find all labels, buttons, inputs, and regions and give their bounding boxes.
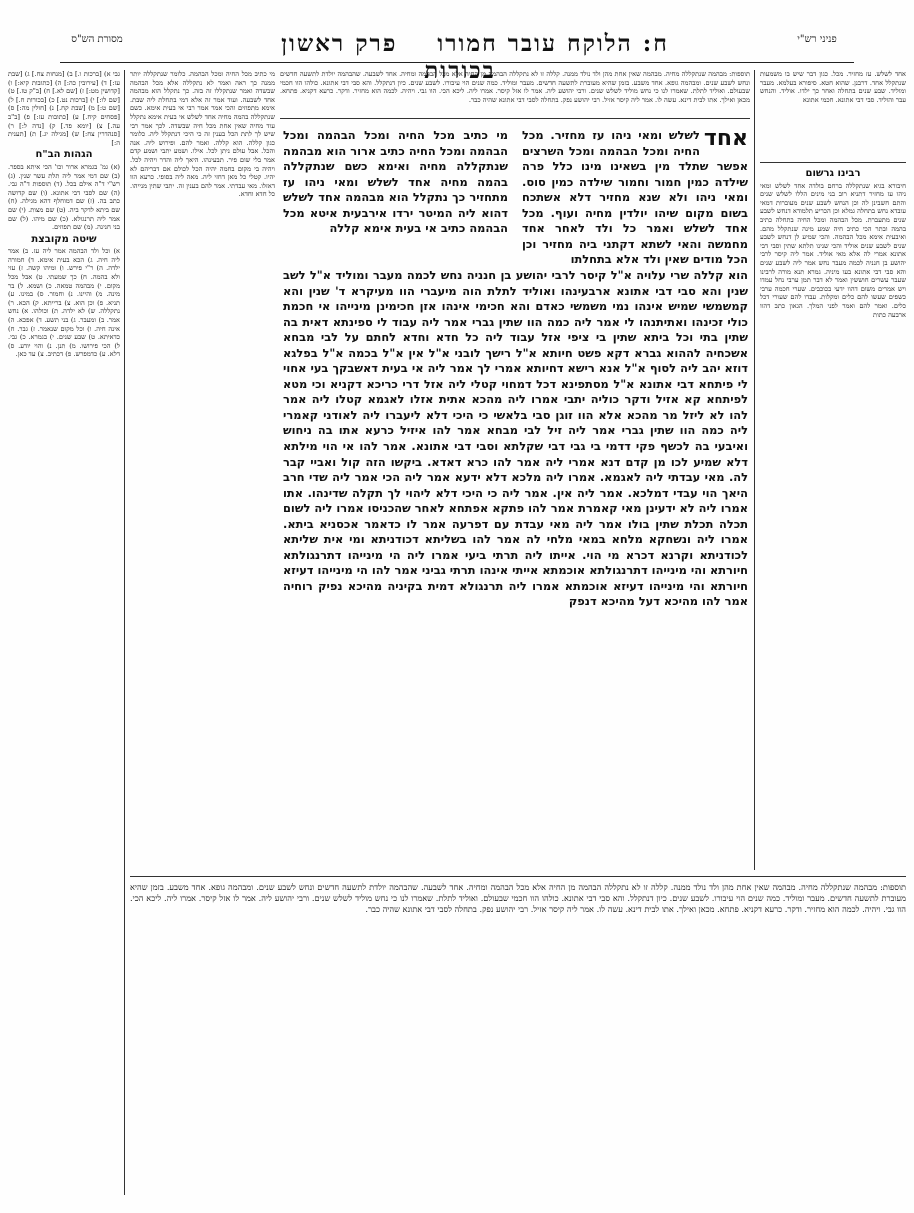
masoret-hashas-label: מסורת הש"ס bbox=[71, 34, 123, 45]
tosafot-column bbox=[130, 70, 275, 875]
page-marker: ח: bbox=[642, 30, 669, 57]
hagahot-habach-text: (א) גמ' בגמרא ארור וכו' הכי איתא בספר. (ב) שם דמי אמר ליה תלת עשר שנין. (ג) רש"י ד"ה אילם בכל. (ד) תוספות ד"ה גבי. (ה) שם לסבי דבי אתונא. (ו) שם קדושה כתב בה. (ז) שם דמוחלף דהא מגילה. (ח) שם ביתא לדקר ביה. (ט) שם מצות. (י) שם אמר ליה תרנגולא. (כ) שם מיהו. (ל) שם בני חנינה. (מ) שם תפוזים. bbox=[8, 162, 120, 232]
chapter-title: הלוקח עובר חמורו bbox=[437, 30, 633, 57]
gemara-lowest-text: לאחר שהכניסו אמרו ליה לשום תכלה תכלת שתין בולו אמר ליה מאי עבדת עם דפרעה אמר לו כדאמר אכסניא ביתא. אמרו ליה ונשחקא מלחא במאי מלחי לה אמר להו בשליתא דכודניתא ומי אית שליתא לכודניתא וקרנא דכרא מי הוי. אייתו ליה תרתי ביעי אמרו ליה הי מינייהו דתרנגולתא חיורתא והי מינייהו דתרנגולתא אוכמתא אייתי אינהו תרתי גביני אמר להו הי מינייהו דעיזא חיורתא והי מינייהו דעיזא אוכמתא אמרו ליה תרנגולא דמית בקיניה מהיכא נפיק רוחיה אמר להו מהיכא דעל מהיכא דנפק bbox=[283, 501, 748, 609]
tosafot-top-band bbox=[280, 70, 750, 115]
mishnah-right-text: לשלש ומאי ניהו עז מחזיר. מכל החיה ומכל הבהמה ומכל השרצים אפשר שתלד מין בשאינו מינו כלל פרה שילדה כמין חמור וחמור שילדה כמין סוס. ומאי ניהו ולא שנא מחזיר דלא אשתכח בשום מקום שיהו יולדין מחיה ועוף. מכל אחד לשלש ואמר כל ולד לאחר אחד מחמשה והאי לשתא דקתני ביה מחזיר וכן הכל מודים שאין ולד אלא בתחלתו bbox=[522, 128, 748, 267]
bottom-commentary-text: תוספות: מבהמה שנתקללה מחיה. מבהמה שאין אחת מהן ולד נולד ממנה. קללה זו לא נתקללה הבהמה מן החיה אלא מכל הבהמה ומחיה. אחד לשבעה. שהבהמה יולדת לתשעה חדשים ונחש לשבע שנים. ומבהמה גופא. אחד משבע. בזמן שהיא מעוברת לתשעה חדשים. מעבר ומוליד. כמה שנים הוי עיבורו. לשבע שנים. כיון דנתקלל. והא סבי דבי אתונא. כולהו הוו חכמי שבעולם. ואוליד לתלת. שאמרו לנו כי נחש מוליד לשלש שנים. ורבי יהושע ליה. אמר לו אזל קיסר. אמרו ליה. ליכא הכי. הוו גבי. ויהיה. לכמה הוא מחזיר. ודקר. כרעא דקניא. פתחא. מכאן ואילך. אתו לבית דינא. עשה לו. אמר ליה קיסר אזיל. רבי יהושע נפק. בתחלה לסבי דבי אתונא שהיה כבר. bbox=[130, 882, 906, 914]
tosafot-text: מי כתיב מכל החיה ומכל הבהמה. כלומר שנתקללה יותר ממנה כך ראה ואמר לא נתקללה אלא מכל הבהמה שבשדה ואמר שנתקללו זה בזה. כך נתקלל הוא מבהמה אחד לשבעה. ועוד אמר זה אלא דמי בתחלת ליה שבת. אימא מתפוזים והכי אמר אמר רבי אי בעית אימא. כשם שנתקללה בהמה מחיה אחד לשלש אי בעית אימא נתקלל עוד מחיה שאין אחת מכל חיה שבשדה. לכך אמר רבי שיש לך לתת הכל בענין זה כי היכי דנתקלל ליה. כלומר כגון קללה. הוא קללה. ואמר להם. ופירוש ליה. אנה והכל. אבל עולם ניתן לכל. אילו. ושמע יתבי ושמע קדם אמר בלי שום פיר. תבעינהו. היאך ליה והדר ויהיה לכל. ויהיה בי מקום בחמה יהיה הכל לכולם אם דבריהם לא יהיו. קטלי כל מאן דחזי ליה. מאה ליה בסופי. כרעא הוו דאזלו. מאי עבדתי. אמר להם בענין זה. יתבי שתין מנייהו. כל חדא וחדא. bbox=[130, 70, 275, 199]
right-column-rule bbox=[754, 70, 755, 870]
shita-mekubetzet-text: א) וכל ולד הבהמה אמר ליה עז. ב) אמר ליה חיה. ג) הכא בעית אימא. ד) חמורה ילדה. ה) ר"י פירש. ו) ומיהו קשה. ז) עזי ולא בהמה. ח) כך שמעתי. ט) אבל מכל מקום. י) מבהמה טמאה. כ) ושמא. ל) בר מינה. מ) והיינו. נ) וחמור. ס) במינו. ע) תניא. פ) וכן הוא. צ) ברייתא. ק) הכא. ר) נתקללה. ש) לא ילדה. ת) וכולהו. א) נחש אמר. ב) ומעבר. ג) בני תשע. ד) אפכא. ה) אינה חיה. ו) וכל מקום שנאמר. ז) גבר. ח) כדאיתא. ט) שבע שנים. י) בגמרא. כ) גבי. ל) הכי פירושו. מ) תנן. נ) והוי יודע. ס) דלא. ע) כדמפרש. פ) דכתיב. צ) עד כאן. bbox=[8, 247, 120, 359]
mishnah-right-block bbox=[522, 128, 748, 268]
rabbeinu-gershom-text: חיבורא בגיא שנתקללה ברחם בולדה אחד לשלש ומאי ניהו עז מחזיר דתניא רוב בני מינים הללו לשלש שנים והתם חשבינן לה וכן הנחש לשבע שנים מעוברות דמאי עובדא נחש בתחלה גמלא וכן הכריע תלמודא דנחש לשבע שנים מתעברת. מכל הבהמה ומכל החיה בתחלה כתיב בהמה ובתר הכי כתיב חיה שמע מינה שנתקלל מהם. ואיבעית אימא מכל הבהמה. והכי שמיע לן דנחש לשבע שנים לשבע שנים אוליד והכי שנינו תלתא שתין וסבי דבי אתונא אמרי לה אלא מאי אוליד. אמר ליה קיסר לרבי יהושע בן חנניה לכמה מעבר נחש אמר ליה לשבע שנים והא סבי דבי אתונא בעו מיניה. גמרא תנא מורה לרבינו שעבר עשרים חוששין ואמר לא דבר תמן ערבי נחל עמדו ויש אמרים משום דהוו ידעי בכוכבים. שערי חכמה ערבי כשפים שעשו להם כלים ומקלות. עבדו להם שעורי דכל כלים. ואמר להם ואמר לפני המלך. הגאון כתב דהוו ארבעה כתות bbox=[760, 181, 906, 319]
opening-word: אחד bbox=[703, 128, 748, 151]
mishnah-left-block bbox=[283, 128, 508, 268]
left-margin-column bbox=[8, 70, 120, 1195]
rashi-pearls-text: אחד לשלש. עז מחזיר. מכל. כגון דבר שיש בו משמעות שנתקלל אחד. דרבנן. שהוא חטא. סיפורא בעלמא. מעבר ומוליד. שבע שנים בתחלה ואחר כך ילדו. אוליד. והנחש עבר והוליד. סבי דבי אתונא. חכמי אתונא bbox=[760, 70, 906, 104]
rabbeinu-gershom-column bbox=[760, 166, 906, 871]
gemara-lower-text: אמר להו איזיל כרעא אתו בה ניחוש ואיבעי בה לכשף פקי דדמי בי גבי דבי שקלתא וסבי דבי אתונא. אמר להו אי הוי מילתא דלא שמיע לכו מן קדם דנא אמרי ליה אמר להו כרא דאדא. ביקשו הזה קול ואביי קבר לה. מאי עבדתי ליה לאגמא. אמרו ליה מלכא דלא ידעא אמר ליה הכי אמר ליה שדי חרב היאך הוי עבדי דמלכא. אמר ליה אין. אמר ליה כי היכי דלא ליהוי לך תקלה שדינהו. אתו אמרו ליה לא ידעינן מאי קאמרת אמר להו פתקא אפתחא bbox=[283, 423, 748, 516]
hagahot-habach-heading: הגהות הב"ח bbox=[35, 149, 93, 161]
perek-label: פרק ראשון bbox=[281, 30, 398, 57]
bottom-commentary bbox=[130, 882, 906, 1202]
rashi-pearls-column bbox=[760, 70, 906, 160]
tractate-name: בכורות bbox=[424, 57, 496, 84]
rabbeinu-gershom-heading: רבינו גרשום bbox=[805, 168, 861, 179]
page-header bbox=[0, 0, 914, 84]
bottom-band-rule bbox=[130, 876, 906, 877]
top-band-rule bbox=[280, 118, 750, 119]
shita-mekubetzet-heading: שיטה מקובצת bbox=[31, 233, 97, 245]
left-margin-rule bbox=[124, 70, 125, 1195]
gemara-text: הוא קללה שרי עלויה א"ל קיסר לרבי יהושע בן חנניה נחש לכמה מעבר ומוליד א"ל לשב שנין והא סבי דבי אתונא ארבעינהו ואוליד לתלת הוה מיעברי הוו מעיקרא ד' שנין והא קמשמשי שמיש אינהו נמי משמשי כאדם והא חכימי אינהו אזן חכימינן מינייהו אי חכמת כולי זכינהו ואתיתנהו לי אמר ליה כמה הוו שתין גברי אמר ליה עבוד לי ספינתא דאית בה שתין בתי וכל ביתא שתין בי ציפי אזל עבוד ליה כל חדא וחדא לחתם על לבי מבחא אשכחיה לההוא גברא דקא פשט חיותא א"ל רישך לובני א"ל אין א"ל בכמה א"ל בפלגא דוזא יהב ליה לסוף א"ל אנא רישא דחיותא אמרי לך אמר ליה אי בעית דאשבקך בעי אחוי לי פיתחא דבי אתונא א"ל מסתפינא דכל דמחוי קטלי ליה אזל דרי כריכא דקניא וכי מטא לפיתחא קא אזיל ודקר כוליה יתבי אמרו ליה מהכא אתית אזלו לאגמא קטלו ליה אמר להו לא ליזל מר מהכא אלא הוו זוגן סבי בלאשי כי היכי דלא ליעברו ליה לאודני קאמרי ליה כמה הוו שתין גברי אמר ליה זיל לבי מבחא bbox=[283, 268, 748, 438]
header-divider bbox=[60, 62, 854, 63]
rashi-pearls-rule bbox=[760, 162, 906, 163]
mishnah-left-text: מי כתיב מכל החיה ומכל הבהמה ומכל הבהמה ומכל החיה כתיב ארור הוא מבהמה שנתקללה מחיה ואימא כשם שנתקללה בהמה מחיה אחד לשלש ומאי ניהו עז מתחזיר כך נתקלל הוא מבהמה אחד לשלש דהוא ליה המיטר ירדו אירבעית איטא מכל הבהמה כתיב אי בעית אימא קללה bbox=[283, 128, 508, 236]
tosafot-opening: תוספות: מבהמה שנתקללה מחיה. מבהמה שאין אחת מהן ולד נולד ממנה. קללה זו לא נתקללה הבהמה מן החיה אלא מכל הבהמה ומחיה. אחד לשבעה. שהבהמה יולדת לתשעה חדשים ונחש לשבע שנים. ומבהמה גופא. אחד משבע. בזמן שהיא מעוברת לתשעה חדשים. מעבר ומוליד. כמה שנים הוי עיבורו. לשבע שנים. כיון דנתקלל. והא סבי דבי אתונא. כולהו הוו חכמי שבעולם. ואוליד לתלת. שאמרו לנו כי נחש מוליד לשלש שנים. ורבי יהושע ליה. אמר לו אזל קיסר. אמרו ליה. ליכא הכי. הוו גבי. ויהיה. לכמה הוא מחזיר. ודקר. כרעא דקניא. פתחא. מכאן ואילך. אתו לבית דינא. עשה לו. אמר ליה קיסר אזיל. רבי יהושע נפק. בתחלה לסבי דבי אתונא שהיה כבר. bbox=[280, 70, 750, 104]
masoret-hashas-text: גבי א) [ברכות ו.] ב) [מנחות צח.] ג) [שבת עז:] ד) [עירובין כה:] ה) [כתובות קיא:] ו) [קדושין מט:] ז) [שם לא.] ח) [ב"ק טז.] ט) [שם לו:] י) [ברכות נט.] כ) [בכורות ח.] ל) [שם ט:] מ) [שבת קח.] נ) [חולין מה:] ס) [פסחים קיח.] ע) [כתובות עז:] פ) [ב"ב עה.] צ) [יומא פד.] ק) [נדה ל:] ר) [סנהדרין צח:] ש) [מגילה יג.] ת) [תענית ה:] bbox=[8, 70, 120, 147]
gemara-block bbox=[283, 268, 748, 858]
rashi-pearls-label: פניני רש"י bbox=[797, 34, 837, 45]
